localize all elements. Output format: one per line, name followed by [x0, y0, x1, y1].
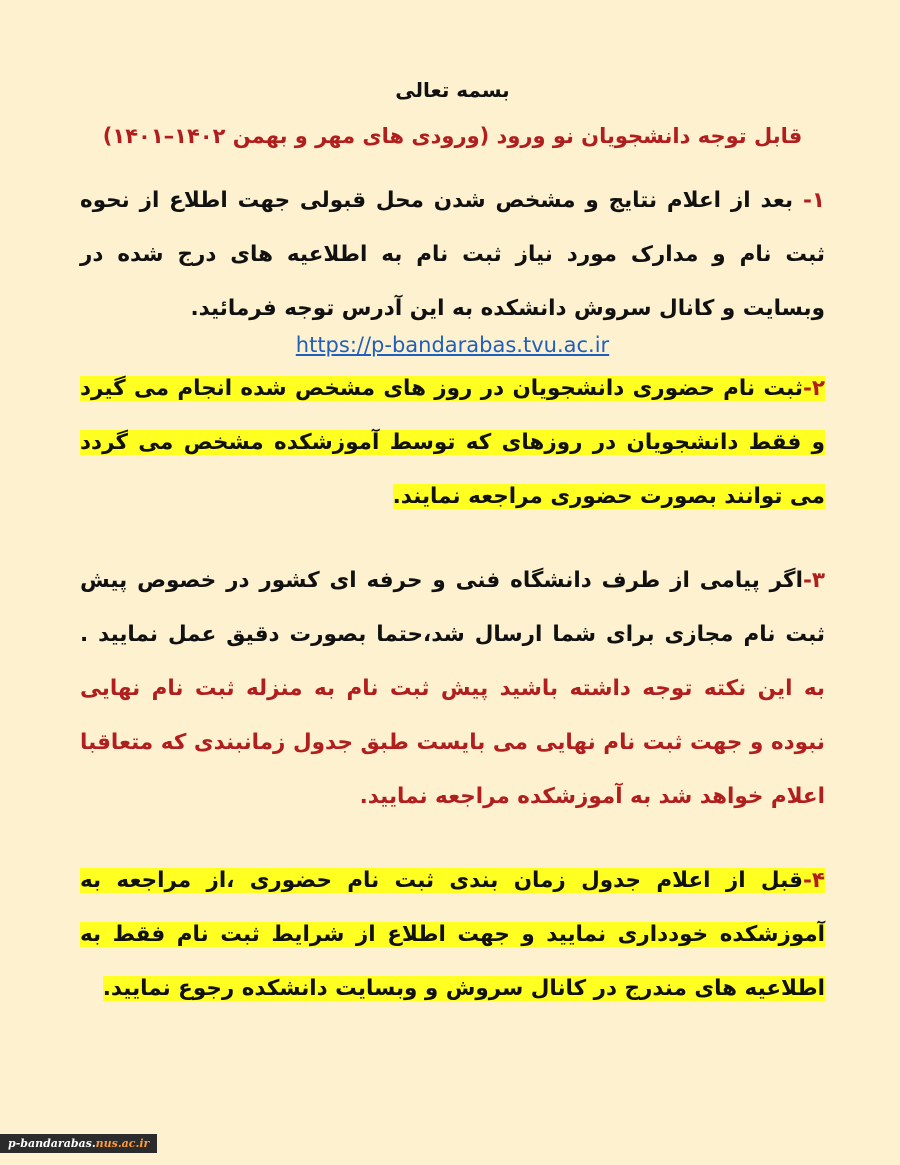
- item-2-text: ثبت نام حضوری دانشجویان در روز های مشخص شده انجام می گیرد و فقط دانشجویان در روزهای که توسط آموزشکده مشخص می گردد می توانند بصورت حضوری مراجعه نمایند.: [80, 376, 825, 509]
- item-4-number: ۴-: [802, 868, 825, 893]
- heading: بسمه تعالی: [395, 78, 510, 102]
- item-1-number: ۱-: [802, 188, 825, 213]
- spacer: [80, 524, 825, 554]
- item-2: [80, 362, 825, 524]
- item-3: [80, 554, 825, 824]
- footer-prefix: p-bandarabas.: [8, 1137, 96, 1150]
- item-4-text: قبل از اعلام جدول زمان بندی ثبت نام حضوری ،از مراجعه به آموزشکده خودداری نمایید و جهت اطلاع از شرایط ثبت نام فقط به اطلاعیه های مندرج در کانال سروش و وبسایت دانشکده رجوع نمایید.: [80, 868, 825, 1001]
- item-1-text: بعد از اعلام نتایج و مشخص شدن محل قبولی جهت اطلاع از نحوه ثبت نام و مدارک مورد نیاز ثبت نام به اطلاعیه های درج شده در وبسایت و کانال سروش دانشکده به این آدرس توجه فرمائید.: [80, 188, 825, 321]
- spacer: [80, 824, 825, 854]
- footer-watermark: [0, 1134, 157, 1153]
- website-link[interactable]: https://p-bandarabas.tvu.ac.ir: [295, 333, 610, 357]
- item-3-text: اگر پیامی از طرف دانشگاه فنی و حرفه ای کشور در خصوص پیش ثبت نام مجازی برای شما ارسال شد،حتما بصورت دقیق عمل نمایید .: [80, 568, 825, 647]
- item-1: [80, 174, 825, 336]
- footer-accent: nus.ac.ir: [95, 1137, 150, 1150]
- item-2-highlight: [80, 376, 825, 509]
- item-3-number: ۳-: [802, 568, 825, 593]
- item-4: [80, 854, 825, 1016]
- item-4-highlight: [80, 868, 825, 1001]
- announcement-document: [80, 70, 825, 1016]
- item-3-red-text: به این نکته توجه داشته باشید پیش ثبت نام به منزله ثبت نام نهایی نبوده و جهت ثبت نام نهایی می بایست طبق جدول زمانبندی که متعاقبا اعلام خواهد شد به آموزشکده مراجعه نمایید.: [80, 676, 825, 809]
- item-2-number: ۲-: [802, 376, 825, 401]
- subtitle: قابل توجه دانشجویان نو ورود (ورودی های مهر و بهمن ۱۴۰۲–۱۴۰۱): [102, 124, 803, 148]
